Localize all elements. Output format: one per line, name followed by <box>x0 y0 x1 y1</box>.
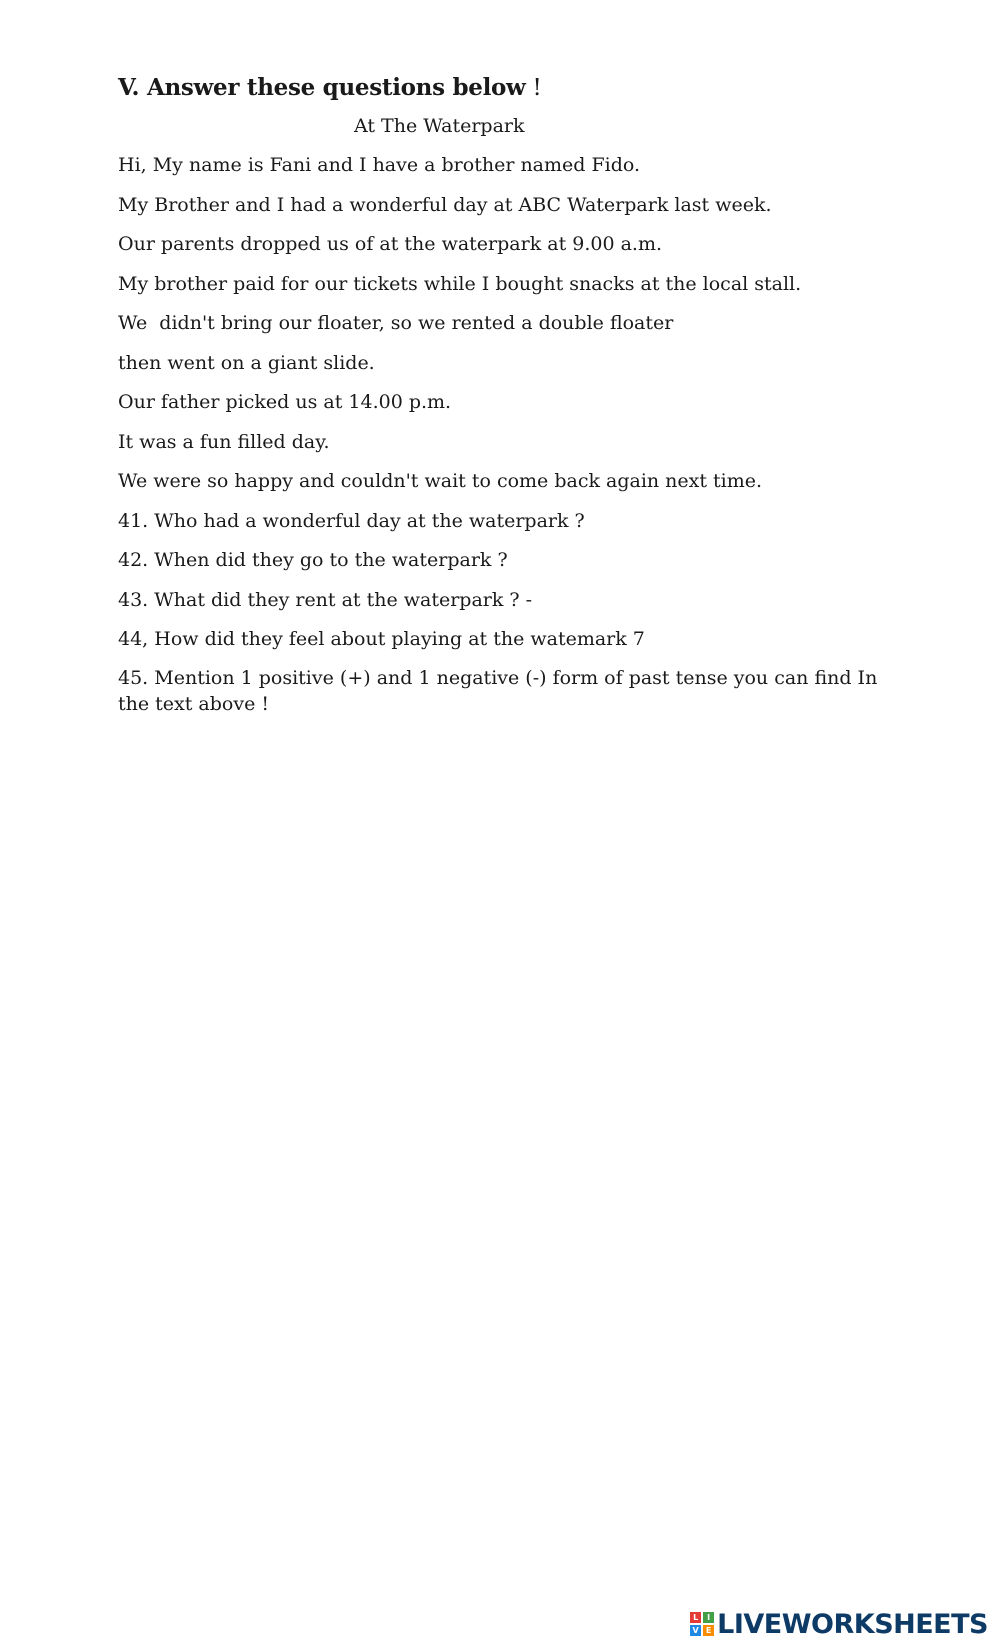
question-45: 45. Mention 1 positive (+) and 1 negative (-) form of past tense you can find In the text above ! <box>118 666 884 715</box>
section-heading-punctuation: ! <box>525 75 542 101</box>
question-41: 41. Who had a wonderful day at the waterpark ? <box>118 509 585 532</box>
logo-blocks-icon <box>690 1612 714 1636</box>
story-line: Hi, My name is Fani and I have a brother named Fido. <box>118 154 641 176</box>
story-title: At The Waterpark <box>354 115 525 137</box>
logo-block-e: E <box>703 1625 714 1636</box>
story-line: We didn't bring our floater, so we rented a double floater <box>118 312 674 334</box>
logo-text: LIVEWORKSHEETS <box>717 1608 988 1640</box>
question-list <box>118 507 884 717</box>
story-line: then went on a giant slide. <box>118 351 375 374</box>
section-heading <box>118 70 878 106</box>
section-heading-text: V. Answer these questions below <box>118 74 526 101</box>
story-line: My Brother and I had a wonderful day at ABC Waterpark last week. <box>118 193 772 216</box>
story-line: Our parents dropped us of at the waterpark at 9.00 a.m. <box>118 233 663 255</box>
story-line: My brother paid for our tickets while I bought snacks at the local stall. <box>118 272 802 295</box>
story-line: It was a fun filled day. <box>118 430 330 453</box>
liveworksheets-logo <box>690 1609 988 1639</box>
question-44: 44, How did they feel about playing at the watemark 7 <box>118 628 645 650</box>
story-line: Our father picked us at 14.00 p.m. <box>118 391 452 413</box>
question-42: 42. When did they go to the waterpark ? <box>118 549 508 571</box>
logo-block-i: I <box>703 1612 714 1623</box>
logo-block-v: V <box>690 1625 701 1636</box>
story-line: We were so happy and couldn't wait to come back again next time. <box>118 470 763 492</box>
story-text <box>118 151 878 495</box>
worksheet-page <box>118 70 884 728</box>
logo-block-l: L <box>690 1612 701 1623</box>
question-43: 43. What did they rent at the waterpark ? - <box>118 588 533 611</box>
